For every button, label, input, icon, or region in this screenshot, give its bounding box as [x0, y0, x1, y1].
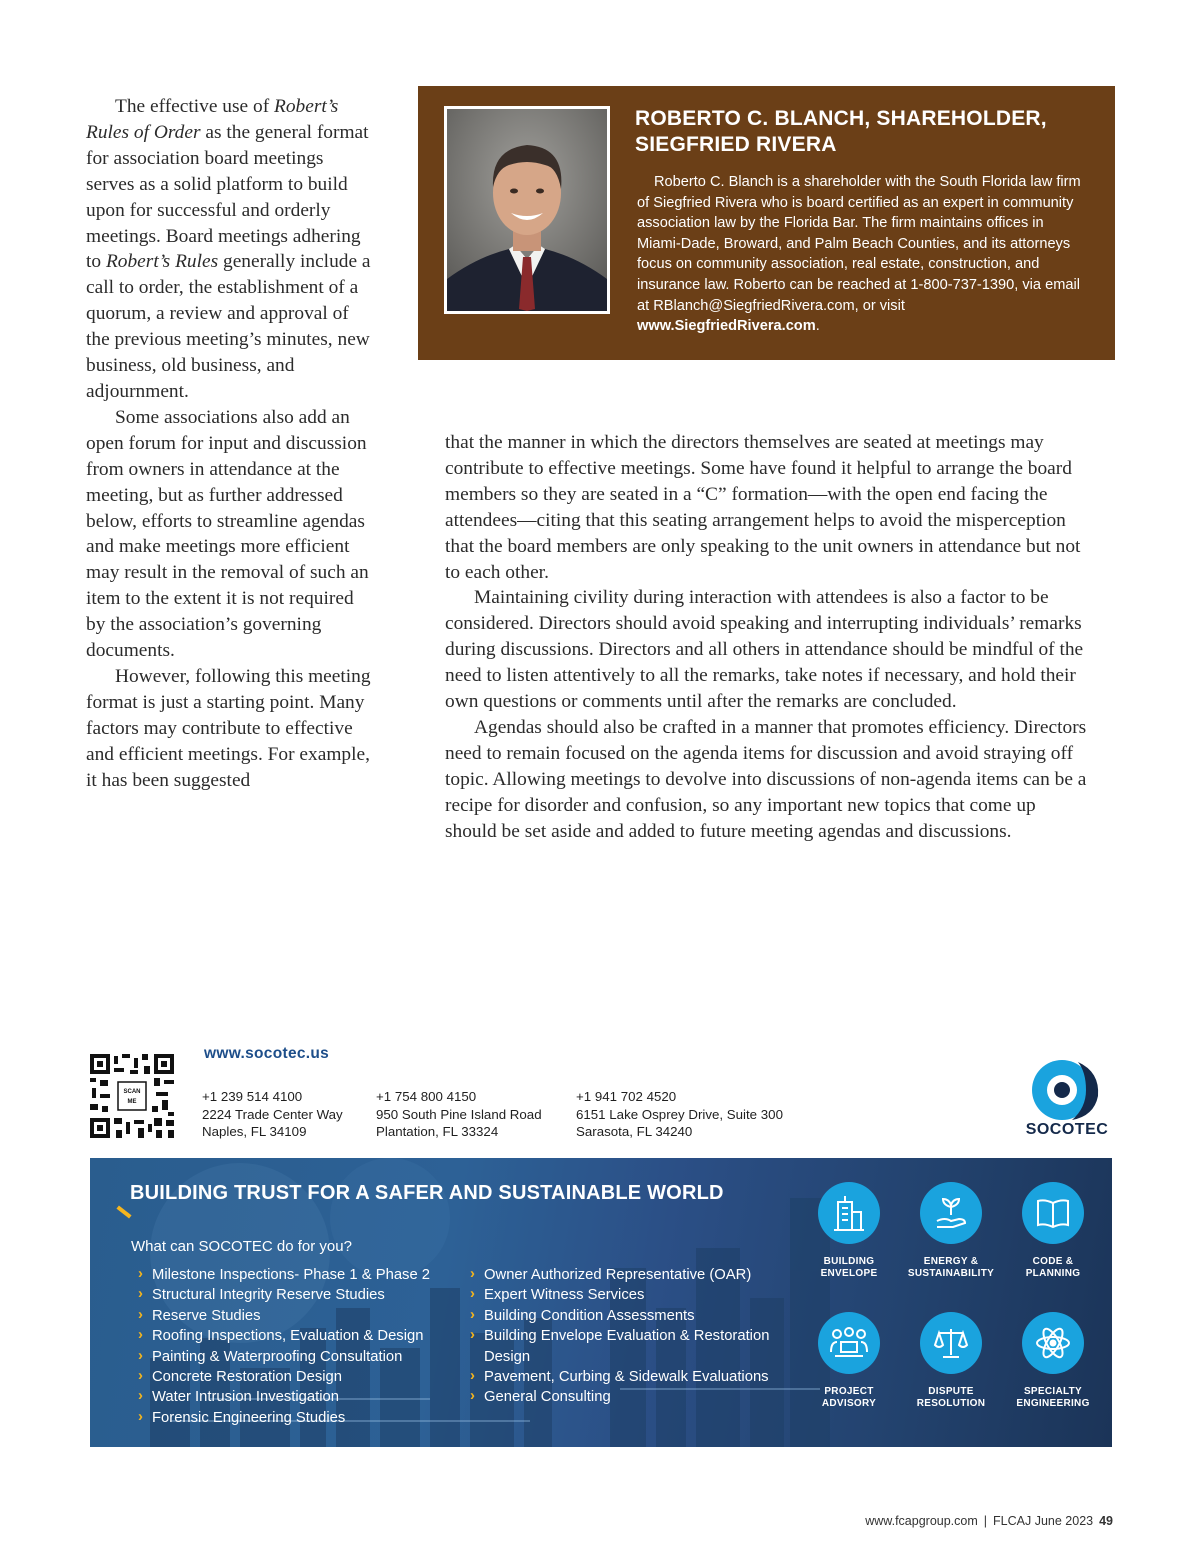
left-paragraph-2: Some associations also add an open forum for input and discussion from owners in attendance at the meeting, but as further addressed below, efforts to streamline agendas and make meetings more efficient may result in the removal of such an item to the extent it is not required by the association’s governing documents. [86, 406, 369, 662]
category-label: PROJECT ADVISORY [821, 1386, 877, 1409]
office-phone: +1 239 514 4100 [202, 1089, 303, 1104]
main-paragraph-1: that the manner in which the directors themselves are seated at meetings may contribute to effective meetings. Some have found it helpful to arrange the board members so they are seated in a “C” formation—with the open end facing the attendees—citing that this seating arrangement helps to avoid the misperception that the board members are only speaking to the unit owners in attendance but not to each other. [445, 432, 1081, 583]
footer-site[interactable]: www.fcapgroup.com [865, 1514, 978, 1528]
italic-title: Robert’s Rules of Order [86, 96, 339, 143]
category-label: SPECIALTY ENGINEERING [1016, 1386, 1090, 1409]
left-paragraph-1 [86, 94, 372, 405]
list-item: › Water Intrusion Investigation [138, 1387, 430, 1407]
book-icon [1035, 1197, 1071, 1229]
atom-icon [1034, 1324, 1072, 1362]
page-footer [0, 1514, 1113, 1528]
left-paragraph-3: However, following this meeting format is just a starting point. Many factors may contribute to effective and efficient meetings. For example, it has been suggested [86, 665, 371, 791]
footer-issue: FLCAJ June 2023 [993, 1514, 1094, 1528]
left-column [86, 94, 372, 793]
category-specialty-engineering [1003, 1312, 1103, 1410]
plant-in-hand-icon [933, 1195, 969, 1231]
banner-headline: BUILDING TRUST FOR A SAFER AND SUSTAINABLE WORLD [130, 1182, 724, 1204]
main-column [445, 430, 1090, 845]
scales-icon [933, 1325, 969, 1361]
list-item: › Milestone Inspections- Phase 1 & Phase 2 [138, 1265, 430, 1285]
category-energy-sustainability [901, 1182, 1001, 1280]
page-number: 49 [1099, 1514, 1113, 1528]
author-photo [444, 106, 610, 314]
list-item: › Roofing Inspections, Evaluation & Design [138, 1326, 430, 1346]
list-item: › Forensic Engineering Studies [138, 1408, 430, 1428]
category-project-advisory [799, 1312, 899, 1410]
list-item: › Reserve Studies [138, 1306, 430, 1326]
author-bio-box [418, 86, 1115, 360]
office-naples [202, 1088, 343, 1141]
socotec-wordmark: SOCOTEC [1025, 1121, 1109, 1138]
office-city: Plantation, FL 33324 [376, 1124, 499, 1139]
main-paragraph-2: Maintaining civility during interaction with attendees is also a factor to be considered. Directors should avoid speaking and interrupting individuals’ remarks during discussions. Directors and all others in attendance should be mindful of the need to listen attentively to all the remarks, take notes if necessary, and hold their own questions or comments until after the remarks are concluded. [445, 587, 1084, 713]
office-plantation [376, 1088, 542, 1141]
category-building-envelope [799, 1182, 899, 1280]
office-street: 6151 Lake Osprey Drive, Suite 300 [576, 1106, 783, 1122]
category-dispute-resolution [901, 1312, 1001, 1410]
list-item: › Owner Authorized Representative (OAR) [470, 1265, 790, 1285]
office-city: Sarasota, FL 34240 [576, 1124, 693, 1139]
category-label: DISPUTE RESOLUTION [916, 1386, 986, 1409]
office-sarasota [576, 1088, 783, 1141]
list-item: › Painting & Waterproofing Consultation [138, 1347, 430, 1367]
list-item: › Structural Integrity Reserve Studies [138, 1285, 430, 1305]
text-run: as the general format for association board meetings serves as a solid platform to build upon for successful and orderly meetings. Board meetings adhering to [86, 121, 369, 273]
services-banner [90, 1158, 1112, 1447]
services-list-right [470, 1265, 790, 1408]
socotec-advertisement [88, 1040, 1114, 1448]
category-label: ENERGY & SUSTAINABILITY [907, 1256, 995, 1279]
category-code-planning [1003, 1182, 1103, 1280]
footer-separator: | [983, 1514, 988, 1528]
text-run: generally include a call to order, the establishment of a quorum, a review and approval of the previous meeting’s minutes, new business, old business, and adjournment. [86, 251, 371, 402]
italic-title: Robert’s Rules [105, 251, 219, 273]
ad-website-link[interactable]: www.socotec.us [204, 1045, 330, 1062]
category-label: CODE & PLANNING [1025, 1256, 1081, 1279]
category-label: BUILDING ENVELOPE [820, 1256, 878, 1279]
office-phone: +1 754 800 4150 [376, 1089, 477, 1104]
team-icon [829, 1326, 869, 1360]
list-item: › Expert Witness Services [470, 1285, 790, 1305]
list-item: › Building Condition Assessments [470, 1306, 790, 1326]
bio-body: Roberto C. Blanch is a shareholder with the South Florida law firm of Siegfried Rivera who is board certified as an expert in community association law by the Florida Bar. The firm maintains offices in Miami-Dade, Broward, and Palm Beach Counties, and its attorneys focus on community association, real estate, construction, and insurance law. Roberto can be reached at 1-800-737-1390, via email at RBlanch@SiegfriedRivera.com, or visit [637, 174, 1081, 314]
list-item: › Pavement, Curbing & Sidewalk Evaluations [470, 1367, 790, 1387]
bio-title: ROBERTO C. BLANCH, SHAREHOLDER, SIEGFRIED RIVERA [635, 107, 1047, 156]
list-item: › Concrete Restoration Design [138, 1367, 430, 1387]
bio-end: . [815, 318, 820, 335]
list-item: › General Consulting [470, 1387, 790, 1407]
svg-text:SCAN: SCAN [123, 1089, 141, 1095]
list-item: › Building Envelope Evaluation & Restoration Design [470, 1326, 790, 1367]
bio-text [637, 172, 1087, 337]
svg-text:ME: ME [127, 1099, 137, 1105]
main-paragraph-3: Agendas should also be crafted in a manner that promotes efficiency. Directors need to remain focused on the agenda items for discussion and avoid straying off topic. Allowing meetings to devolve into discussions of non-agenda items can be a recipe for disorder and confusion, so any important new topics that come up should be set aside and added to future meeting agendas and discussions. [445, 716, 1087, 842]
office-phone: +1 941 702 4520 [576, 1089, 677, 1104]
office-street: 2224 Trade Center Way [202, 1106, 343, 1122]
text-run: The effective use of [115, 96, 274, 117]
office-city: Naples, FL 34109 [202, 1124, 307, 1139]
office-street: 950 South Pine Island Road [376, 1106, 542, 1122]
website-link[interactable]: www.SiegfriedRivera.com [637, 318, 816, 335]
services-list-left [138, 1265, 430, 1428]
qr-code[interactable] [90, 1054, 174, 1138]
banner-question: What can SOCOTEC do for you? [131, 1238, 352, 1255]
building-icon [832, 1194, 866, 1232]
